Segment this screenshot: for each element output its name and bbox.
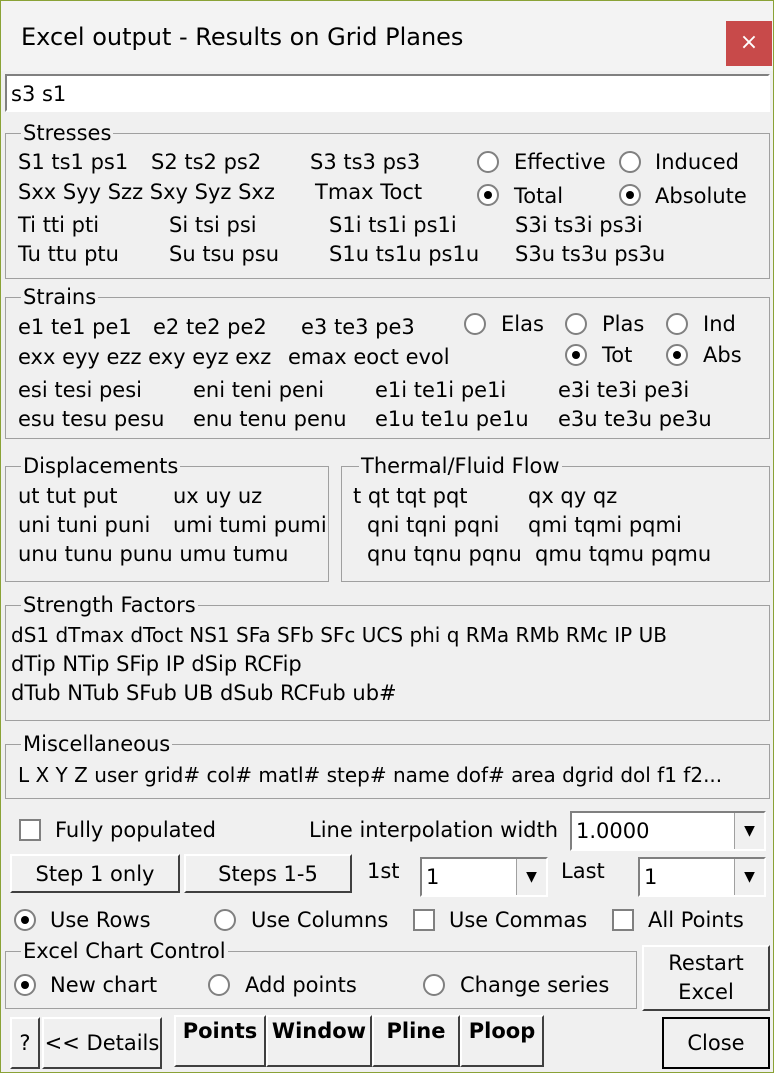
step1-button[interactable]: Step 1 only xyxy=(10,854,180,893)
details-button[interactable]: << Details xyxy=(42,1017,162,1069)
abs-label: Abs xyxy=(703,343,742,367)
points-button[interactable]: Points xyxy=(174,1015,266,1067)
thermal-item[interactable]: qmi tqmi pqmi xyxy=(528,513,682,537)
strain-item[interactable]: e1i te1i pe1i xyxy=(375,378,507,402)
elas-radio[interactable] xyxy=(464,313,486,335)
title-bar xyxy=(1,1,773,71)
strains-legend: Strains xyxy=(23,285,97,309)
plas-label: Plas xyxy=(602,312,645,336)
displacement-item[interactable]: ux uy uz xyxy=(173,484,263,508)
displacement-item[interactable]: unu tunu punu umu tumu xyxy=(18,542,289,566)
chevron-down-icon[interactable]: ▼ xyxy=(516,859,546,895)
total-label: Total xyxy=(514,184,564,208)
displacement-item[interactable]: umi tumi pumi xyxy=(173,513,327,537)
stresses-legend: Stresses xyxy=(23,121,112,145)
stress-item[interactable]: Si tsi psi xyxy=(169,213,257,237)
strain-item[interactable]: e3i te3i pe3i xyxy=(558,378,690,402)
use-rows-label: Use Rows xyxy=(50,908,151,932)
stress-item[interactable]: Ti tti pti xyxy=(18,213,100,237)
close-button[interactable]: Close xyxy=(662,1017,770,1069)
strength-legend: Strength Factors xyxy=(23,593,196,617)
displacements-legend: Displacements xyxy=(23,454,179,478)
strain-item[interactable]: e3 te3 pe3 xyxy=(301,315,415,339)
restart-excel-button[interactable] xyxy=(642,945,770,1011)
last-step-combo[interactable] xyxy=(638,857,766,897)
strain-item[interactable]: e2 te2 pe2 xyxy=(153,315,267,339)
stress-item[interactable]: Tu ttu ptu xyxy=(18,242,119,266)
stress-item[interactable]: S1i ts1i ps1i xyxy=(329,213,457,237)
use-columns-radio[interactable] xyxy=(214,909,236,931)
new-chart-label: New chart xyxy=(50,973,158,997)
last-step-label: Last xyxy=(561,859,605,883)
total-radio[interactable] xyxy=(477,184,499,206)
strain-item[interactable]: e3u te3u pe3u xyxy=(558,407,712,431)
change-series-label: Change series xyxy=(460,973,610,997)
close-window-button[interactable]: × xyxy=(726,21,772,66)
stress-item[interactable]: S2 ts2 ps2 xyxy=(151,150,262,174)
strain-item[interactable]: esi tesi pesi xyxy=(18,378,143,402)
add-points-label: Add points xyxy=(245,973,357,997)
chevron-down-icon[interactable]: ▼ xyxy=(734,859,764,895)
misc-line[interactable]: L X Y Z user grid# col# matl# step# name dof# area dgrid dol f1 f2... xyxy=(18,763,723,787)
help-button[interactable]: ? xyxy=(10,1017,40,1069)
effective-radio[interactable] xyxy=(477,151,499,173)
induced-radio[interactable] xyxy=(619,151,641,173)
thermal-legend: Thermal/Fluid Flow xyxy=(361,454,560,478)
stress-item[interactable]: S1u ts1u ps1u xyxy=(329,242,480,266)
strain-item[interactable]: exx eyy ezz exy eyz exz xyxy=(18,345,272,369)
thermal-item[interactable]: qx qy qz xyxy=(528,484,618,508)
elas-label: Elas xyxy=(501,312,544,336)
thermal-item[interactable]: t qt tqt pqt xyxy=(353,484,468,508)
strain-item[interactable]: e1u te1u pe1u xyxy=(375,407,529,431)
new-chart-radio[interactable] xyxy=(14,974,36,996)
ploop-button[interactable]: Ploop xyxy=(460,1015,544,1067)
fully-populated-label: Fully populated xyxy=(55,818,217,842)
line-interp-value: 1.0000 xyxy=(576,819,650,843)
first-step-value: 1 xyxy=(426,865,440,889)
window-button[interactable]: Window xyxy=(266,1015,372,1067)
displacement-item[interactable]: ut tut put xyxy=(18,484,118,508)
strain-item[interactable]: esu tesu pesu xyxy=(18,407,165,431)
stress-item[interactable]: Tmax Toct xyxy=(315,180,423,204)
displacement-item[interactable]: uni tuni puni xyxy=(18,513,151,537)
ind-label: Ind xyxy=(703,312,736,336)
pline-button[interactable]: Pline xyxy=(372,1015,460,1067)
stress-item[interactable]: S3u ts3u ps3u xyxy=(515,242,666,266)
strength-line[interactable]: dTip NTip SFip IP dSip RCFip xyxy=(11,652,302,676)
thermal-item[interactable]: qnu tqnu pqnu xyxy=(367,542,522,566)
add-points-radio[interactable] xyxy=(208,974,230,996)
stress-item[interactable]: S3 ts3 ps3 xyxy=(310,150,421,174)
misc-legend: Miscellaneous xyxy=(23,732,171,756)
first-step-label: 1st xyxy=(367,859,400,883)
strain-item[interactable]: emax eoct evol xyxy=(288,345,450,369)
strain-item[interactable]: eni teni peni xyxy=(193,378,325,402)
use-commas-label: Use Commas xyxy=(449,908,588,932)
line-interp-label: Line interpolation width xyxy=(309,818,559,842)
absolute-label: Absolute xyxy=(655,184,747,208)
effective-label: Effective xyxy=(514,150,606,174)
plas-radio[interactable] xyxy=(565,313,587,335)
thermal-item[interactable]: qmu tqmu pqmu xyxy=(535,542,712,566)
induced-label: Induced xyxy=(655,150,739,174)
use-rows-radio[interactable] xyxy=(14,909,36,931)
thermal-item[interactable]: qni tqni pqni xyxy=(367,513,500,537)
restart-excel-line2: Excel xyxy=(678,980,734,1004)
steps15-button[interactable]: Steps 1-5 xyxy=(184,854,352,893)
ind-radio[interactable] xyxy=(666,313,688,335)
absolute-radio[interactable] xyxy=(619,184,641,206)
stress-item[interactable]: Su tsu psu xyxy=(169,242,280,266)
use-commas-checkbox[interactable] xyxy=(413,909,435,931)
fully-populated-checkbox[interactable] xyxy=(19,819,41,841)
chart-control-legend: Excel Chart Control xyxy=(23,939,226,963)
stress-item[interactable]: S3i ts3i ps3i xyxy=(515,213,643,237)
strain-item[interactable]: enu tenu penu xyxy=(193,407,347,431)
last-step-value: 1 xyxy=(644,865,658,889)
expression-value: s3 s1 xyxy=(11,82,67,106)
window-title: Excel output - Results on Grid Planes xyxy=(21,23,464,51)
stress-item[interactable]: S1 ts1 ps1 xyxy=(18,150,129,174)
use-columns-label: Use Columns xyxy=(251,908,389,932)
abs-radio[interactable] xyxy=(666,344,688,366)
restart-excel-line1: Restart xyxy=(668,951,744,975)
strength-line[interactable]: dTub NTub SFub UB dSub RCFub ub# xyxy=(11,681,397,705)
expression-input[interactable] xyxy=(5,74,770,112)
tot-radio[interactable] xyxy=(565,344,587,366)
change-series-radio[interactable] xyxy=(423,974,445,996)
all-points-label: All Points xyxy=(648,908,744,932)
stress-item[interactable]: Sxx Syy Szz Sxy Syz Sxz xyxy=(18,180,275,204)
first-step-combo[interactable] xyxy=(420,857,548,897)
all-points-checkbox[interactable] xyxy=(612,909,634,931)
chevron-down-icon[interactable]: ▼ xyxy=(734,813,764,849)
strength-line[interactable]: dS1 dTmax dToct NS1 SFa SFb SFc UCS phi q RMa RMb RMc IP UB xyxy=(11,623,667,647)
line-interp-combo[interactable] xyxy=(570,811,766,851)
strain-item[interactable]: e1 te1 pe1 xyxy=(18,315,132,339)
tot-label: Tot xyxy=(602,343,633,367)
